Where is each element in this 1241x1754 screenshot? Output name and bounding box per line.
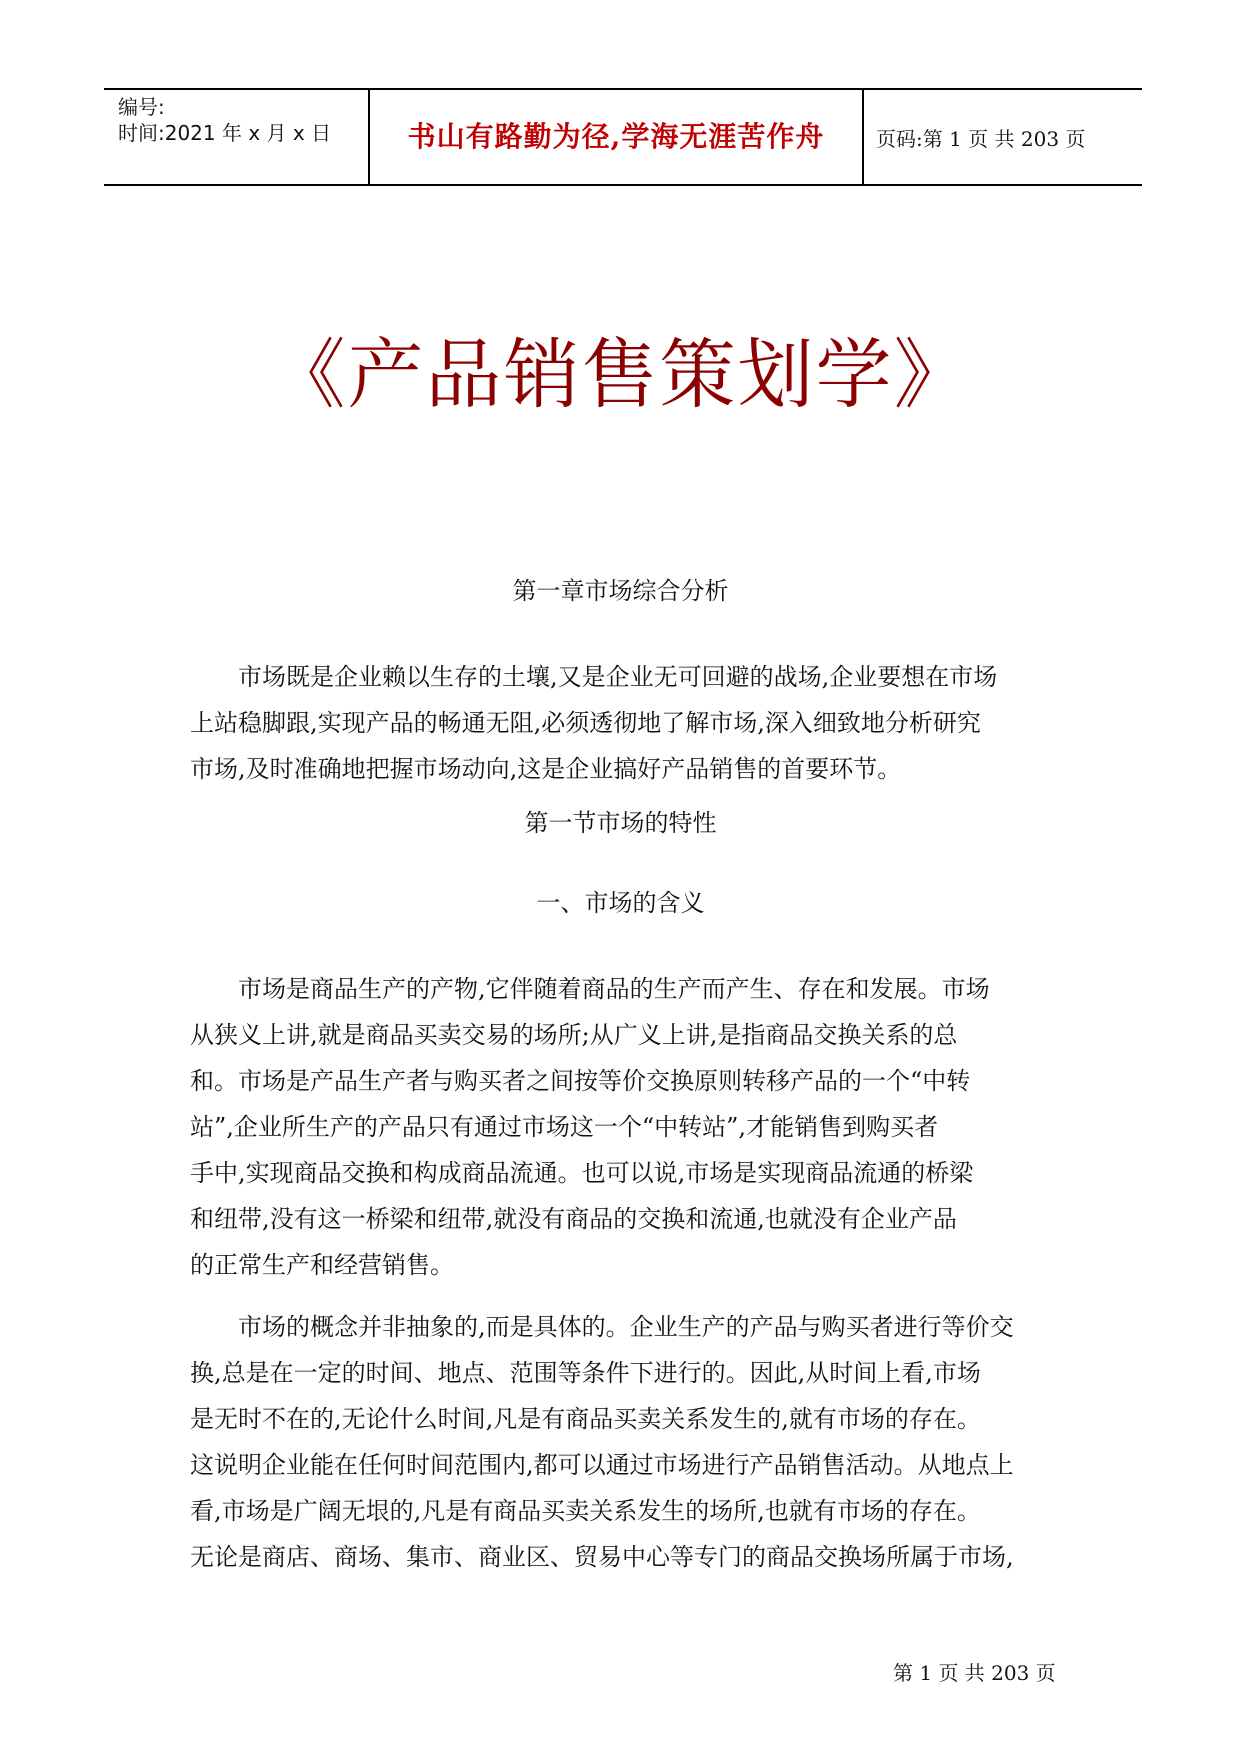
text-line: 换,总是在一定的时间、地点、范围等条件下进行的。因此,从时间上看,市场: [190, 1359, 981, 1387]
text-line: 看,市场是广阔无垠的,凡是有商品买卖关系发生的场所,也就有市场的存在。: [190, 1497, 981, 1525]
page-code: 页码:第 1 页 共 203 页: [876, 127, 1086, 151]
text-line: 市场,及时准确地把握市场动向,这是企业搞好产品销售的首要环节。: [190, 755, 902, 783]
text-line: 无论是商店、商场、集市、商业区、贸易中心等专门的商品交换场所属于市场,: [190, 1543, 1014, 1571]
header-motto-cell: [370, 90, 864, 184]
text-line: 和纽带,没有这一桥梁和纽带,就没有商品的交换和流通,也就没有企业产品: [190, 1205, 957, 1233]
text-line: 市场既是企业赖以生存的土壤,又是企业无可回避的战场,企业要想在市场: [238, 663, 998, 691]
document-title: 《产品销售策划学》: [269, 330, 972, 419]
body-paragraph: [190, 1304, 1070, 1580]
text-line: 上站稳脚跟,实现产品的畅通无阻,必须透彻地了解市场,深入细致地分析研究: [190, 709, 981, 737]
text-line: 手中,实现商品交换和构成商品流通。也可以说,市场是实现商品流通的桥梁: [190, 1159, 974, 1187]
header-info-cell: [104, 90, 370, 184]
intro-paragraph: [190, 654, 1070, 792]
text-line: 市场的概念并非抽象的,而是具体的。企业生产的产品与购买者进行等价交: [238, 1313, 1014, 1341]
text-line: 是无时不在的,无论什么时间,凡是有商品买卖关系发生的,就有市场的存在。: [190, 1405, 981, 1433]
time-label: 时间:2021 年 x 月 x 日: [118, 121, 332, 145]
motto: 书山有路勤为径,学海无涯苦作舟: [407, 120, 825, 153]
text-line: 站”,企业所生产的产品只有通过市场这一个“中转站”,才能销售到购买者: [190, 1113, 939, 1141]
body-paragraph: [190, 966, 1070, 1288]
text-line: 这说明企业能在任何时间范围内,都可以通过市场进行产品销售活动。从地点上: [190, 1451, 1014, 1479]
text-line: 从狭义上讲,就是商品买卖交易的场所;从广义上讲,是指商品交换关系的总: [190, 1021, 958, 1049]
number-label: 编号:: [118, 95, 165, 119]
document-header: [104, 88, 1142, 186]
text-line: 市场是商品生产的产物,它伴随着商品的生产而产生、存在和发展。市场: [238, 975, 990, 1003]
page-footer: 第 1 页 共 203 页: [893, 1661, 1056, 1685]
chapter-heading: 第一章市场综合分析: [512, 577, 729, 605]
header-page-cell: [864, 90, 1142, 184]
section-heading: 第一节市场的特性: [524, 809, 717, 837]
subsection-heading: 一、市场的含义: [536, 889, 705, 917]
text-line: 和。市场是产品生产者与购买者之间按等价交换原则转移产品的一个“中转: [190, 1067, 971, 1095]
text-line: 的正常生产和经营销售。: [190, 1251, 454, 1279]
